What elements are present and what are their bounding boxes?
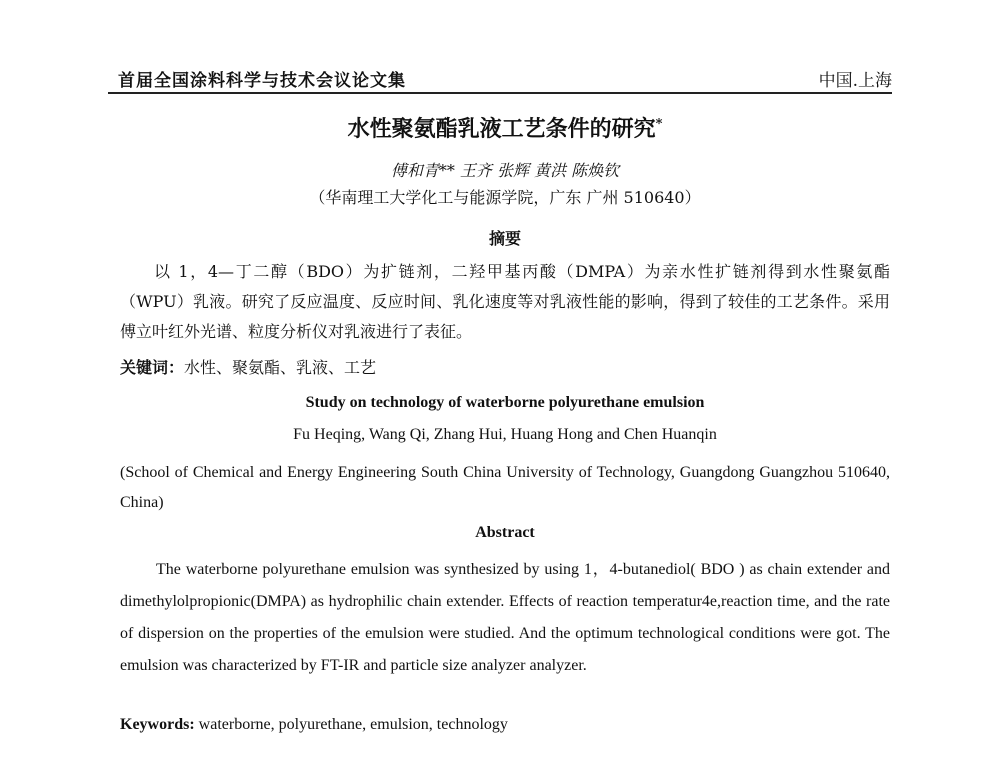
title-footnote-mark: * — [655, 116, 663, 132]
affiliation-cn: （华南理工大学化工与能源学院，广东 广州 510640） — [309, 188, 701, 207]
proceedings-title: 首届全国涂料科学与技术会议论文集 — [118, 71, 406, 91]
abstract-cn: 以 1，4—丁二醇（BDO）为扩链剂，二羟甲基丙酸（DMPA）为亲水性扩链剂得到水性聚氨酯（WPU）乳液。研究了反应温度、反应时间、乳化速度等对乳液性能的影响，得到了较佳的工艺条件。采用傅立叶红外光谱、粒度分析仪对乳液进行了表征。 — [120, 262, 890, 341]
title-cn-text: 水性聚氨酯乳液工艺条件的研究 — [347, 116, 656, 142]
paper-title-cn — [120, 112, 890, 143]
abstract-heading-en: Abstract — [475, 524, 535, 541]
conference-location: 中国.上海 — [818, 71, 892, 91]
paper-title-en: Study on technology of waterborne polyurethane emulsion — [305, 394, 705, 411]
abstract-heading-cn: 摘要 — [488, 229, 521, 248]
keywords-cn — [120, 355, 890, 378]
keywords-en-text: waterborne, polyurethane, emulsion, technology — [194, 716, 508, 733]
running-header — [108, 62, 892, 94]
affiliation-en: (School of Chemical and Energy Engineering South China University of Technology, Guangdong Guangzhou 510640, China) — [120, 464, 890, 511]
abstract-en: The waterborne polyurethane emulsion was synthesized by using 1，4-butanediol( BDO ) as chain extender and dimethylolpropionic(DMPA) as hydrophilic chain extender. Effects of reaction temperatur4e,reaction time, and the rate of dispersion on the properties of the emulsion were studied. And the optimum technological conditions were got. The emulsion was characterized by FT-IR and particle size analyzer analyzer. — [120, 561, 890, 674]
keywords-cn-text: 水性、聚氨酯、乳液、工艺 — [184, 358, 377, 377]
authors-cn: 傅和青** 王齐 张辉 黄洪 陈焕钦 — [390, 161, 620, 180]
keywords-en-label: Keywords: — [120, 716, 195, 733]
keywords-cn-label: 关键词： — [120, 358, 185, 377]
keywords-en — [120, 716, 890, 734]
authors-en: Fu Heqing, Wang Qi, Zhang Hui, Huang Hong and Chen Huanqin — [293, 426, 717, 443]
